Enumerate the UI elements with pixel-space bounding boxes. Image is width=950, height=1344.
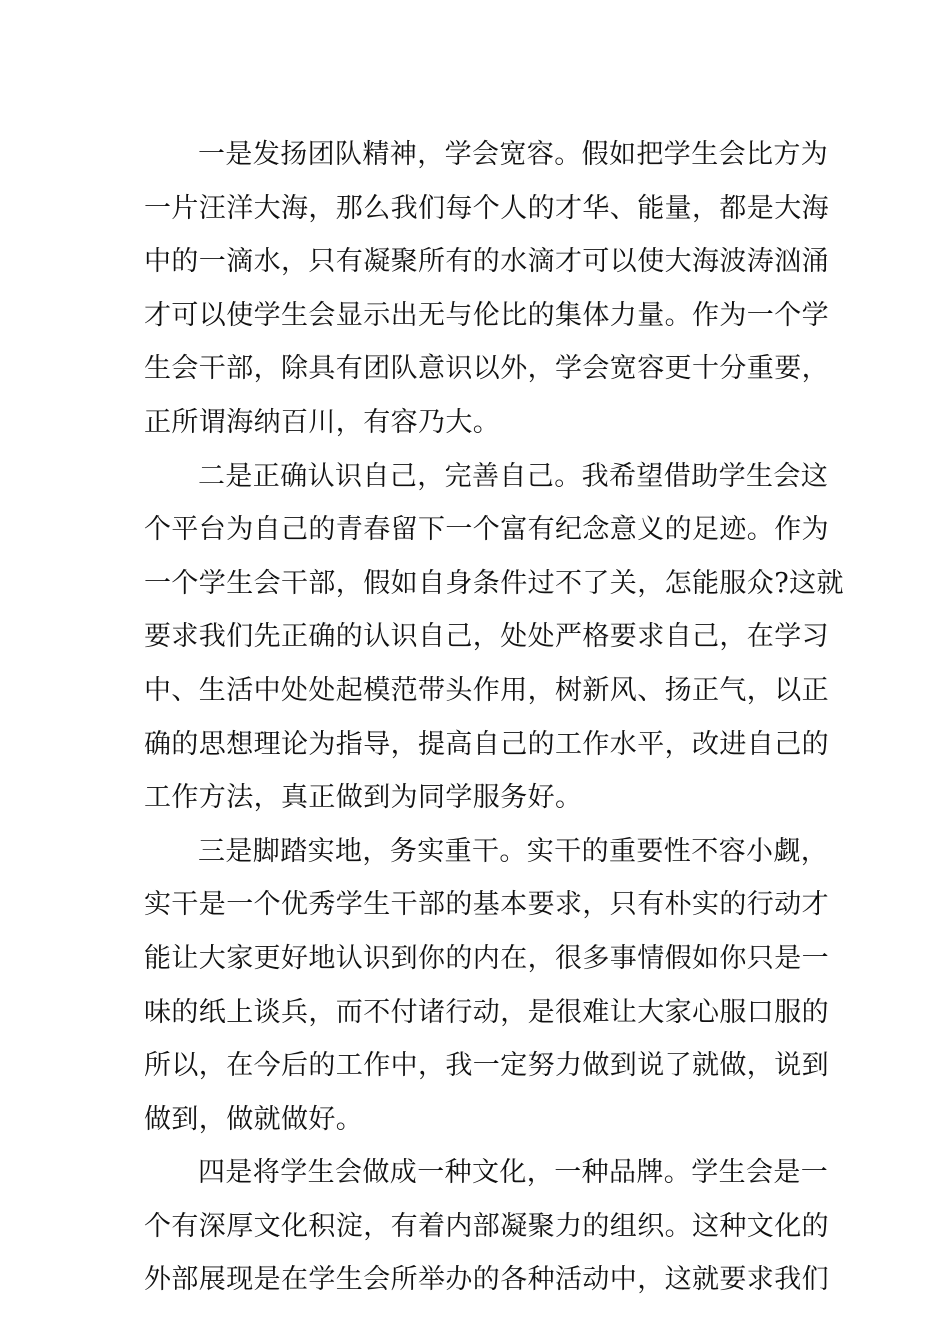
text-line: 中、生活中处处起模范带头作用，树新风、扬正气，以正 <box>144 674 829 706</box>
text-line: 实干是一个优秀学生干部的基本要求，只有朴实的行动才 <box>144 889 829 921</box>
paragraph-4 <box>144 1146 829 1307</box>
text-line: 外部展现是在学生会所举办的各种活动中，这就要求我们 <box>144 1264 829 1296</box>
text-line: 一个学生会干部，假如自身条件过不了关，怎能服众?这就 <box>144 567 844 599</box>
text-line: 三是脚踏实地，务实重干。实干的重要性不容小觑， <box>198 835 829 867</box>
text-line: 工作方法，真正做到为同学服务好。 <box>144 782 583 814</box>
text-line: 个平台为自己的青春留下一个富有纪念意义的足迹。作为 <box>144 514 829 546</box>
text-line: 中的一滴水，只有凝聚所有的水滴才可以使大海波涛汹涌 <box>144 246 829 278</box>
paragraph-3 <box>144 825 829 1147</box>
text-line: 才可以使学生会显示出无与伦比的集体力量。作为一个学 <box>144 299 829 331</box>
paragraph-2 <box>144 450 844 825</box>
document-body <box>144 128 844 1307</box>
paragraph-1 <box>144 128 829 450</box>
text-line: 正所谓海纳百川，有容乃大。 <box>144 406 501 438</box>
text-line: 一片汪洋大海，那么我们每个人的才华、能量，都是大海 <box>144 192 829 224</box>
text-line: 个有深厚文化积淀，有着内部凝聚力的组织。这种文化的 <box>144 1210 829 1242</box>
text-line: 味的纸上谈兵，而不付诸行动，是很难让大家心服口服的 <box>144 996 829 1028</box>
text-line: 二是正确认识自己，完善自己。我希望借助学生会这 <box>198 460 829 492</box>
text-line: 四是将学生会做成一种文化，一种品牌。学生会是一 <box>198 1157 829 1189</box>
text-line: 要求我们先正确的认识自己，处处严格要求自己，在学习 <box>144 621 829 653</box>
text-line: 所以，在今后的工作中，我一定努力做到说了就做，说到 <box>144 1050 829 1082</box>
text-line: 做到，做就做好。 <box>144 1103 364 1135</box>
text-line: 生会干部，除具有团队意识以外，学会宽容更十分重要， <box>144 353 829 385</box>
text-line: 一是发扬团队精神，学会宽容。假如把学生会比方为 <box>198 139 829 170</box>
text-line: 确的思想理论为指导，提高自己的工作水平，改进自己的 <box>144 728 829 760</box>
text-line: 能让大家更好地认识到你的内在，很多事情假如你只是一 <box>144 942 829 974</box>
